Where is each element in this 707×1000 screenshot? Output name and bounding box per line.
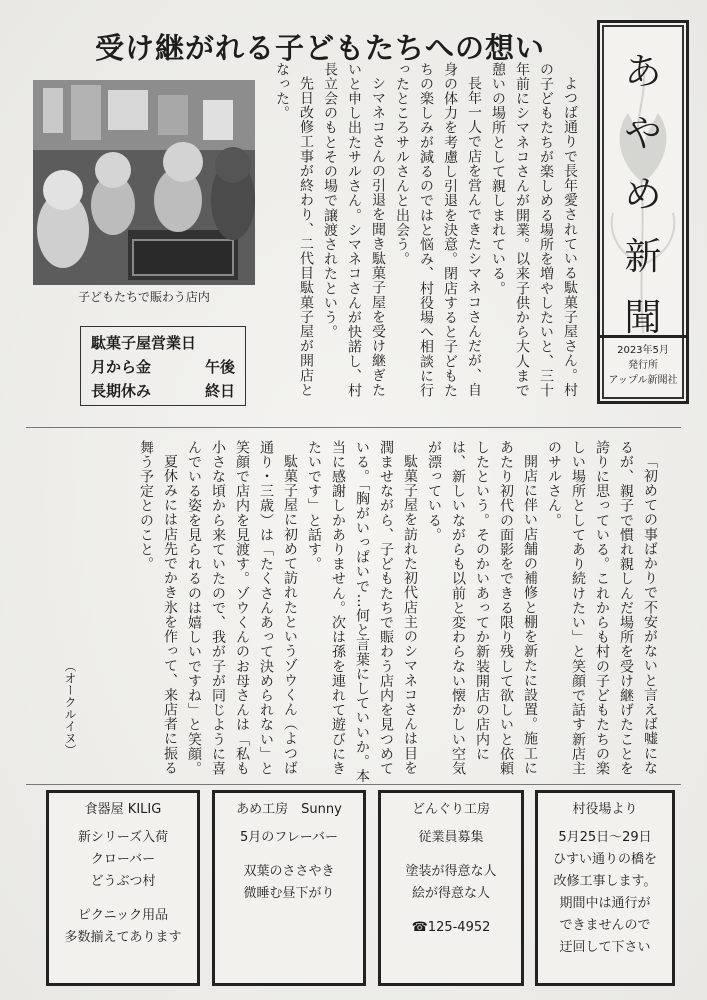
article-paragraph: 先日改修工事が終わり、二代目駄菓子屋が開店となった。 xyxy=(274,62,314,398)
ad-line: 期間中は通行が xyxy=(559,896,651,911)
ad-box-kilig xyxy=(46,790,200,986)
newspaper-name: あ や め 新 聞 xyxy=(624,50,662,339)
hours-title: 駄菓子屋営業日 xyxy=(91,334,197,352)
ad-line: 改修工事します。 xyxy=(553,874,657,889)
publisher-name: アップル新聞社 xyxy=(608,375,678,386)
article-paragraph: 開店に伴い店舗の補修と棚を新たに設置。施工にあたり初代の面影をできる限り残して欲しいと依頼したという。そのかいあってか新装開店の店内には、新しいながらも以前と変わらない懐かしい空気が漂っている。 xyxy=(426,440,538,776)
article-paragraph: 夏休みには店先でかき氷を作って、来店者に振る舞う予定とのこと。 xyxy=(138,440,178,776)
ad-box-donguri xyxy=(378,790,524,986)
ad-title: 村役場より xyxy=(572,802,638,817)
ad-line: できませんので xyxy=(559,918,651,933)
ad-line: 5月のフレーバー xyxy=(239,830,339,845)
section-divider xyxy=(26,427,681,428)
ad-box-sunny xyxy=(212,790,366,986)
ad-line: 5月25日〜29日 xyxy=(558,830,652,845)
masthead xyxy=(597,20,689,404)
ad-line: 従業員募集 xyxy=(418,830,484,845)
headline: 受け継がれる子どもたちへの想い xyxy=(94,31,545,65)
ad-line: ひすい通りの橋を xyxy=(552,852,657,867)
publisher-label: 発行所 xyxy=(628,360,658,371)
ad-line: 絵が得意な人 xyxy=(411,886,490,901)
article-paragraph: シマネコさんの引退を聞き駄菓子屋を受け継ぎたいと申し出たサルさん。シマネコさんが快諾し、村長立会のもとその場で譲渡されたという。 xyxy=(322,62,386,398)
ad-box-village-office xyxy=(535,790,675,986)
article-signature: （オークルイヌ） xyxy=(63,660,77,756)
ad-line: 塗装が得意な人 xyxy=(405,864,497,879)
ad-line: 微睡む昼下がり xyxy=(243,886,335,901)
ad-title: 食器屋 KILIG xyxy=(84,802,162,817)
ad-title: どんぐり工房 xyxy=(411,802,490,817)
issue-date: 2023年5月 xyxy=(617,345,669,356)
masthead-footer xyxy=(600,335,686,399)
shop-photo xyxy=(33,80,255,285)
shop-hours-box xyxy=(80,326,246,406)
ad-line: どうぶつ村 xyxy=(90,874,156,889)
article-paragraph: よつば通りで長年愛されている駄菓子屋さん。村の子どもたちが楽しめる場所を増やしたいと、三十年前にシマネコさんが開業。以来子供から大人まで憩いの場所として親しまれている。 xyxy=(490,62,578,398)
ad-line: 多数揃えてあります xyxy=(64,930,182,945)
ad-line: ピクニック用品 xyxy=(77,908,169,923)
main-article xyxy=(262,62,582,407)
article-paragraph: 「初めての事ばかりで不安がないと言えば嘘になるが、親子で慣れ親しんだ場所を受け継げたことを誇りに思っている。これからも村の子どもたちの楽しい場所としてあり続けたい」と笑顔で話す新店主のサルさん。 xyxy=(546,440,658,776)
ad-title: あめ工房 Sunny xyxy=(236,802,342,817)
article-paragraph: 駄菓子屋に初めて訪れたというゾウくん（よつば通り・三歳）は「たくさんあって決められない」と笑顔で店内を見渡す。ゾウくんのお母さんは「私も小さな頃から来ていたので、我が子が同じように喜んでいる姿を見られるのは嬉しいですね」と笑顔。 xyxy=(186,440,298,776)
photo-caption: 子どもたちで賑わう店内 xyxy=(78,290,210,304)
ad-line: 双葉のささやき xyxy=(243,864,335,879)
section-divider xyxy=(26,784,681,785)
second-article xyxy=(92,440,662,785)
article-paragraph: 長年一人で店を営んできたシマネコさんだが、自身の体力を考慮し引退を決意。閉店すると子どもたちの楽しみが減るのではと悩み、村役場へ相談に行ったところサルさんと出会う。 xyxy=(394,62,482,398)
ad-line: クローバー xyxy=(90,852,156,867)
ad-line: 新シリーズ入荷 xyxy=(77,830,169,845)
shop-interior-image xyxy=(33,80,255,285)
hours-weekday-row: 月から金 午後 xyxy=(91,358,235,376)
ad-phone: ☎125-4952 xyxy=(411,920,491,935)
article-paragraph: 駄菓子屋を訪れた初代店主のシマネコさんは目を潤ませながら、子どもたちで賑わう店内を見つめている。「胸がいっぱいで…何と言葉にしていいか。本当に感謝しかありません。次は孫を連れて遊びにきたいです」と話す。 xyxy=(306,440,418,784)
ad-line: 迂回して下さい xyxy=(559,940,651,955)
hours-closure-row: 長期休み 終日 xyxy=(91,382,235,400)
